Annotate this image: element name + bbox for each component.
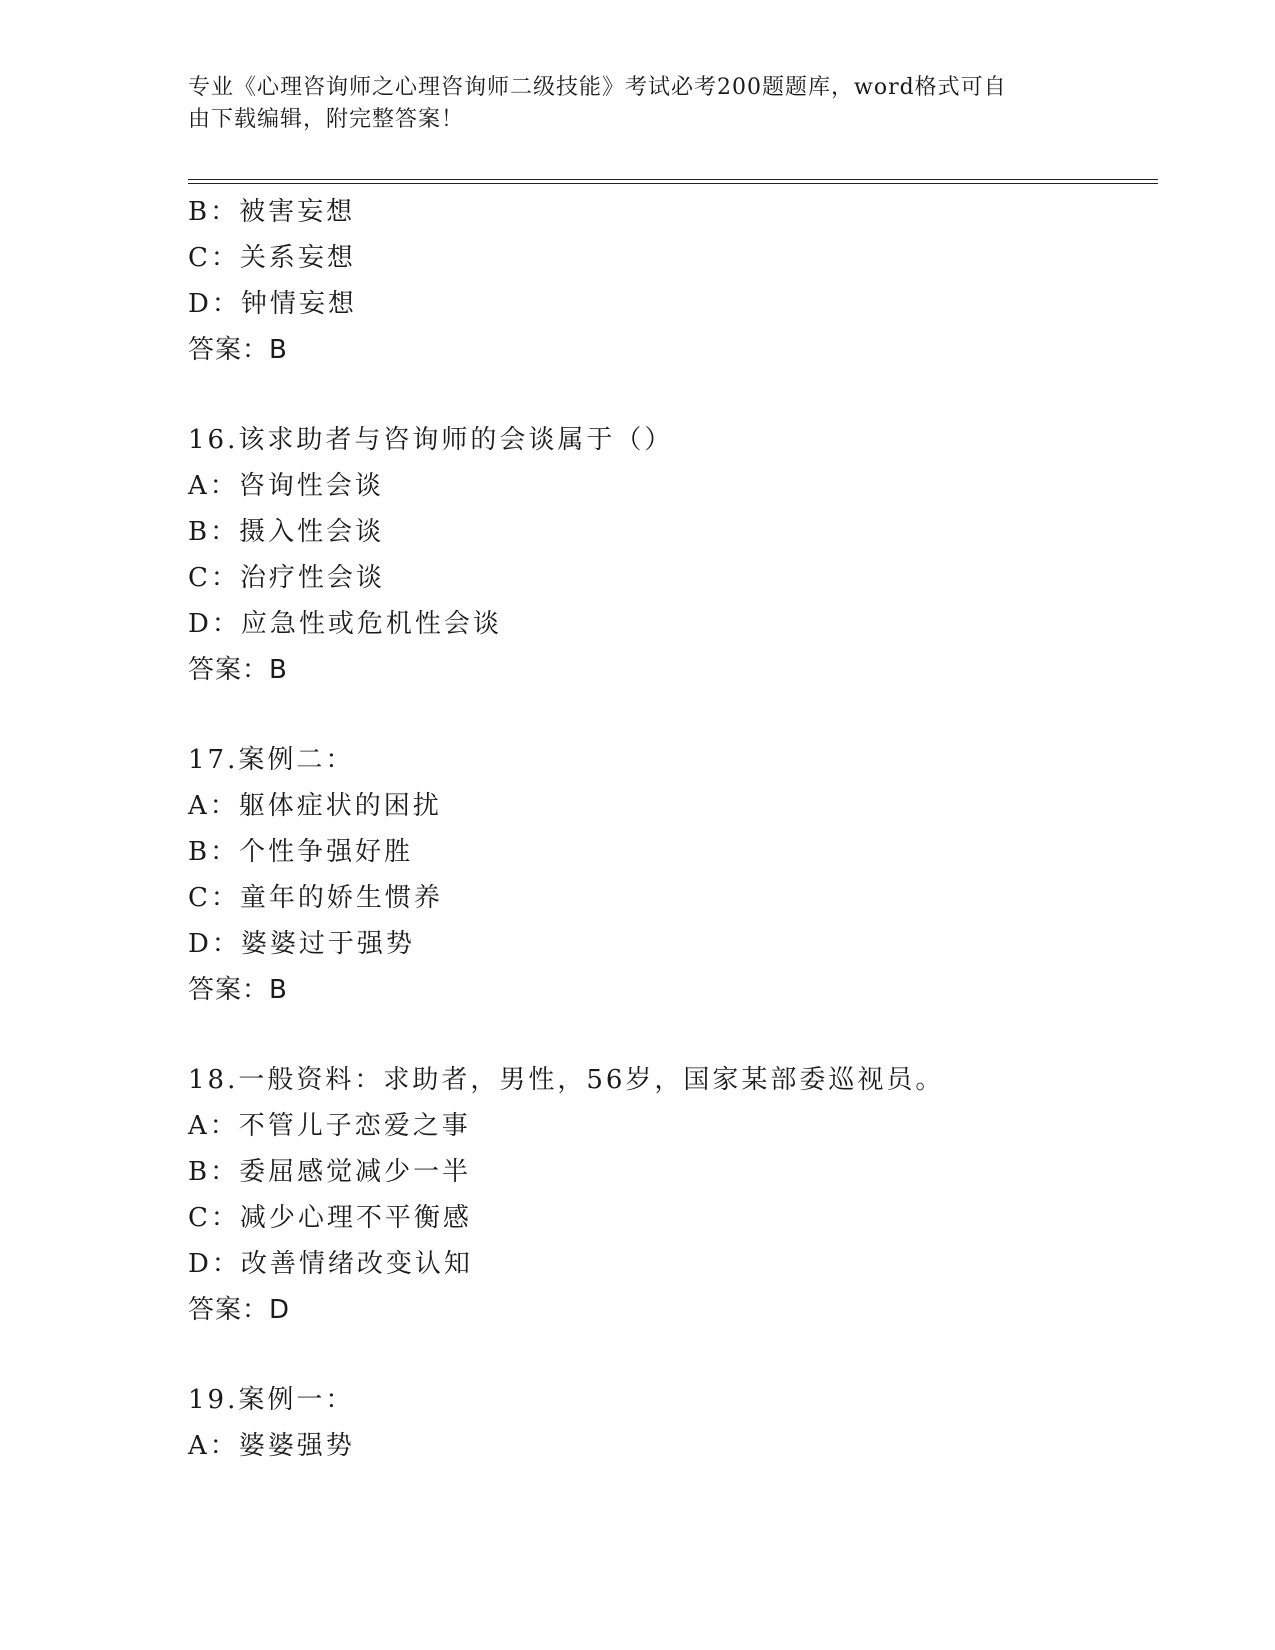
answer-line: 答案：B — [188, 335, 288, 365]
document-header — [188, 72, 1068, 136]
question-block-19 — [188, 1377, 1158, 1469]
option-a: A：婆婆强势 — [188, 1431, 355, 1461]
option-c: C：关系妄想 — [188, 243, 356, 273]
option-c: C：童年的娇生惯养 — [188, 883, 443, 913]
answer-line: 答案：B — [188, 975, 288, 1005]
question-block-16 — [188, 417, 1158, 693]
option-a: A：不管儿子恋爱之事 — [188, 1111, 471, 1141]
option-c: C：治疗性会谈 — [188, 563, 385, 593]
header-line-1: 专业《心理咨询师之心理咨询师二级技能》考试必考200题题库，word格式可自 — [188, 75, 1007, 100]
option-a: A：躯体症状的困扰 — [188, 791, 442, 821]
question-text: 19.案例一： — [188, 1385, 355, 1415]
question-block-17 — [188, 737, 1158, 1013]
header-line-2: 由下载编辑，附完整答案！ — [188, 107, 465, 132]
option-b: B：委屈感觉减少一半 — [188, 1157, 472, 1187]
question-text: 18.一般资料：求助者，男性，56岁，国家某部委巡视员。 — [188, 1065, 945, 1095]
answer-line: 答案：B — [188, 655, 288, 685]
option-b: B：摄入性会谈 — [188, 517, 385, 547]
question-list — [188, 189, 1158, 1469]
question-text: 17.案例二： — [188, 745, 355, 775]
header-divider-bottom — [188, 183, 1158, 184]
option-b: B：个性争强好胜 — [188, 837, 414, 867]
question-block-18 — [188, 1057, 1158, 1333]
option-d: D：改善情绪改变认知 — [188, 1249, 473, 1279]
option-b: B：被害妄想 — [188, 197, 356, 227]
header-divider-top — [188, 179, 1158, 180]
option-c: C：减少心理不平衡感 — [188, 1203, 472, 1233]
option-d: D：应急性或危机性会谈 — [188, 609, 502, 639]
question-block-15 — [188, 189, 1158, 373]
option-d: D：婆婆过于强势 — [188, 929, 415, 959]
question-text: 16.该求助者与咨询师的会谈属于（） — [188, 425, 674, 455]
answer-line: 答案：D — [188, 1295, 291, 1325]
option-a: A：咨询性会谈 — [188, 471, 384, 501]
option-d: D：钟情妄想 — [188, 289, 357, 319]
